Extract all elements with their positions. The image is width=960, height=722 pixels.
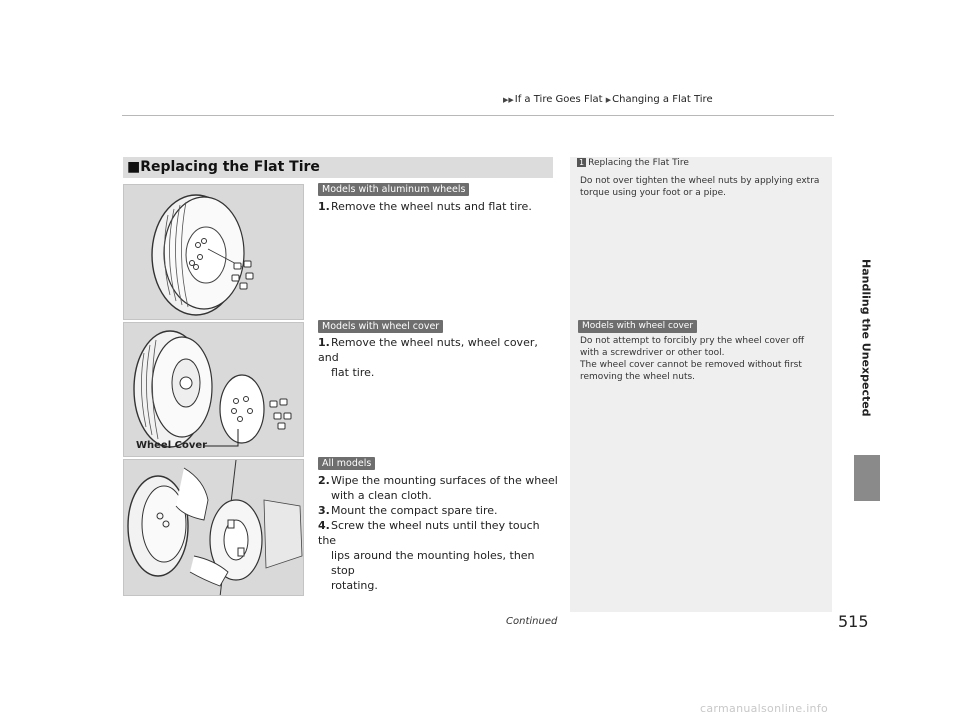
step-remove-nuts [318, 199, 553, 214]
mount-spare-drawing [124, 460, 304, 596]
aluminum-wheel-illustration [123, 184, 304, 320]
watermark: carmanualsonline.info [700, 702, 829, 715]
wheel-cover-drawing [124, 323, 304, 457]
step-number: 1. [318, 200, 330, 213]
model-tag: All models [318, 457, 375, 470]
step-text: rotating. [331, 579, 378, 592]
step-text: lips around the mounting holes, then stop [331, 549, 535, 577]
step-number: 2. [318, 474, 330, 487]
model-tag: Models with aluminum wheels [318, 183, 469, 196]
image-caption: Wheel Cover [136, 440, 208, 451]
step-text: Remove the wheel nuts and flat tire. [331, 200, 532, 213]
breadcrumb-item: If a Tire Goes Flat [514, 94, 603, 105]
arrow-icon: ▶▶ [503, 96, 514, 104]
step-number: 3. [318, 504, 330, 517]
note-line: torque using your foot or a pipe. [580, 188, 726, 198]
note-line: removing the wheel nuts. [580, 372, 696, 382]
chapter-label: Handling the Unexpected [859, 259, 873, 417]
header-divider [122, 115, 834, 116]
step-text: Mount the compact spare tire. [331, 504, 498, 517]
note-wheel-cover [580, 335, 826, 383]
tire-removal-drawing [124, 185, 304, 320]
step-text: Wipe the mounting surfaces of the wheel [331, 474, 558, 487]
section-heading [123, 157, 553, 178]
note-general [580, 175, 826, 199]
step-text: Screw the wheel nuts until they touch the [318, 519, 540, 547]
breadcrumb [502, 94, 713, 105]
step-number: 1. [318, 336, 330, 349]
step-text: Remove the wheel nuts, wheel cover, and [318, 336, 538, 364]
step-screw [318, 518, 558, 593]
mounting-illustration [123, 459, 304, 596]
note-line: The wheel cover cannot be removed without first [580, 360, 802, 370]
step-number: 4. [318, 519, 330, 532]
steps-mount-spare [318, 473, 558, 593]
step-mount [318, 503, 558, 518]
note-line: with a screwdriver or other tool. [580, 348, 725, 358]
step-wipe [318, 473, 558, 503]
breadcrumb-item: Changing a Flat Tire [612, 94, 713, 105]
note-icon: 1 [579, 158, 585, 167]
step-text: with a clean cloth. [331, 489, 432, 502]
page-number: 515 [838, 612, 869, 631]
step-text: flat tire. [331, 366, 375, 379]
note-line: Do not attempt to forcibly pry the wheel cover off [580, 336, 805, 346]
notes-panel [570, 157, 832, 612]
model-tag: Models with wheel cover [318, 320, 443, 333]
wheel-cover-illustration [123, 322, 304, 457]
note-model-tag: Models with wheel cover [578, 320, 697, 333]
chapter-tab-marker [854, 455, 880, 501]
step-remove-cover [318, 335, 558, 380]
section-title: Replacing the Flat Tire [140, 159, 320, 175]
note-title: 1 Replacing the Flat Tire [579, 158, 689, 168]
arrow-icon: ▶ [603, 96, 612, 104]
note-line: Do not over tighten the wheel nuts by applying extra [580, 176, 820, 186]
continued-label: Continued [506, 616, 558, 627]
square-bullet-icon: ■ [127, 159, 141, 175]
